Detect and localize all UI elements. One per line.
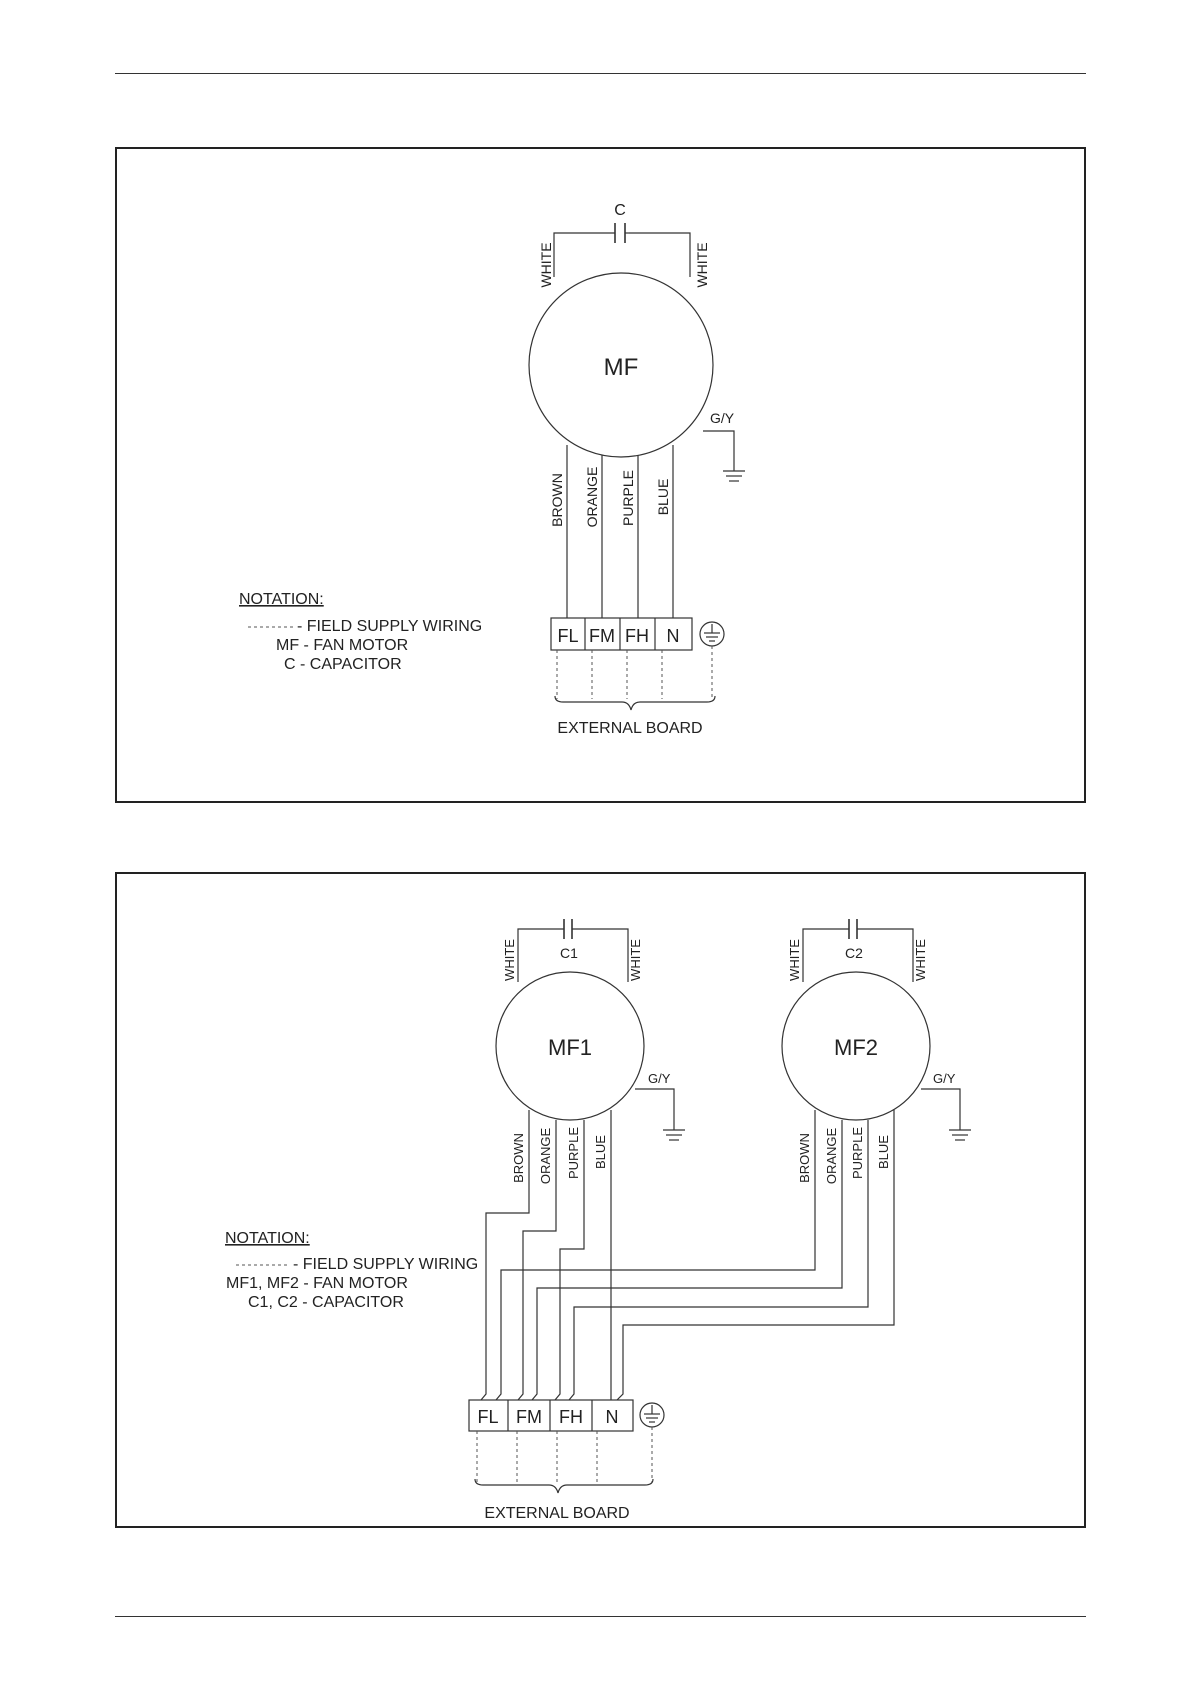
- mf1-wire-label-white-right: WHITE: [628, 939, 643, 981]
- diagram2-svg: [117, 874, 1084, 1526]
- motor-label: MF: [603, 354, 639, 381]
- earth-icon: [640, 1403, 664, 1427]
- motor-mf1-label: MF1: [548, 1035, 592, 1060]
- terminal-fl: FL: [477, 1407, 499, 1427]
- cap-wire-left: [554, 233, 615, 277]
- mf1-lead-orange: ORANGE: [538, 1127, 553, 1185]
- board-brace: [555, 696, 715, 710]
- terminal-fm: FM: [516, 1407, 542, 1427]
- mf2-lead-orange: ORANGE: [824, 1127, 839, 1185]
- wire-label-white-right: WHITE: [694, 242, 710, 288]
- board-brace: [475, 1479, 653, 1493]
- mf2-lead-purple: PURPLE: [850, 1126, 865, 1180]
- notation-line-2: MF1, MF2 - FAN MOTOR: [226, 1275, 408, 1292]
- lead-label-brown: BROWN: [549, 473, 565, 527]
- board-label: EXTERNAL BOARD: [557, 720, 703, 737]
- notation-title: NOTATION:: [239, 591, 324, 608]
- capacitor-c1-label: C1: [560, 945, 578, 961]
- capacitor-label: C: [614, 202, 626, 219]
- motor-mf2-label: MF2: [834, 1035, 878, 1060]
- terminal-fh: FH: [625, 626, 649, 646]
- terminal-fh: FH: [559, 1407, 583, 1427]
- mf2-lead-blue: BLUE: [876, 1135, 891, 1169]
- terminal-fl: FL: [557, 626, 579, 646]
- notation-line-3: C - CAPACITOR: [284, 656, 402, 673]
- mf2-wire-label-white-right: WHITE: [913, 939, 928, 981]
- mf2-wire-label-white-left: WHITE: [787, 939, 802, 981]
- ground-wire-label: G/Y: [710, 410, 735, 426]
- mf1-wire-label-white-left: WHITE: [502, 939, 517, 981]
- notation-title: NOTATION:: [225, 1230, 310, 1247]
- mf1-lead-purple: PURPLE: [566, 1126, 581, 1180]
- capacitor-c2-label: C2: [845, 945, 863, 961]
- ground-wire: [703, 431, 734, 471]
- lead-label-purple: PURPLE: [620, 469, 636, 527]
- diagram1-svg: [117, 149, 1084, 801]
- notation-line-2: MF - FAN MOTOR: [276, 637, 409, 654]
- cap-wire-right: [629, 233, 690, 277]
- terminal-n: N: [605, 1407, 619, 1427]
- mf1-lead-blue: BLUE: [593, 1135, 608, 1169]
- mf2-ground-label: G/Y: [933, 1071, 956, 1086]
- wiring-diagram-two-motors: [115, 872, 1086, 1528]
- notation-line-1: - FIELD SUPPLY WIRING: [297, 618, 483, 635]
- earth-icon: [700, 622, 724, 646]
- terminal-n: N: [666, 626, 680, 646]
- notation-line-1: - FIELD SUPPLY WIRING: [293, 1256, 479, 1273]
- board-label: EXTERNAL BOARD: [484, 1505, 630, 1522]
- terminal-fm: FM: [589, 626, 615, 646]
- mf1-ground-label: G/Y: [648, 1071, 671, 1086]
- top-rule: [115, 73, 1086, 74]
- lead-label-orange: ORANGE: [584, 466, 600, 528]
- wiring-diagram-single-motor: [115, 147, 1086, 803]
- bottom-rule: [115, 1616, 1086, 1617]
- lead-label-blue: BLUE: [655, 478, 671, 516]
- mf2-lead-brown: BROWN: [797, 1133, 812, 1183]
- notation-line-3: C1, C2 - CAPACITOR: [248, 1294, 404, 1311]
- mf1-lead-brown: BROWN: [511, 1133, 526, 1183]
- wire-label-white-left: WHITE: [538, 242, 554, 288]
